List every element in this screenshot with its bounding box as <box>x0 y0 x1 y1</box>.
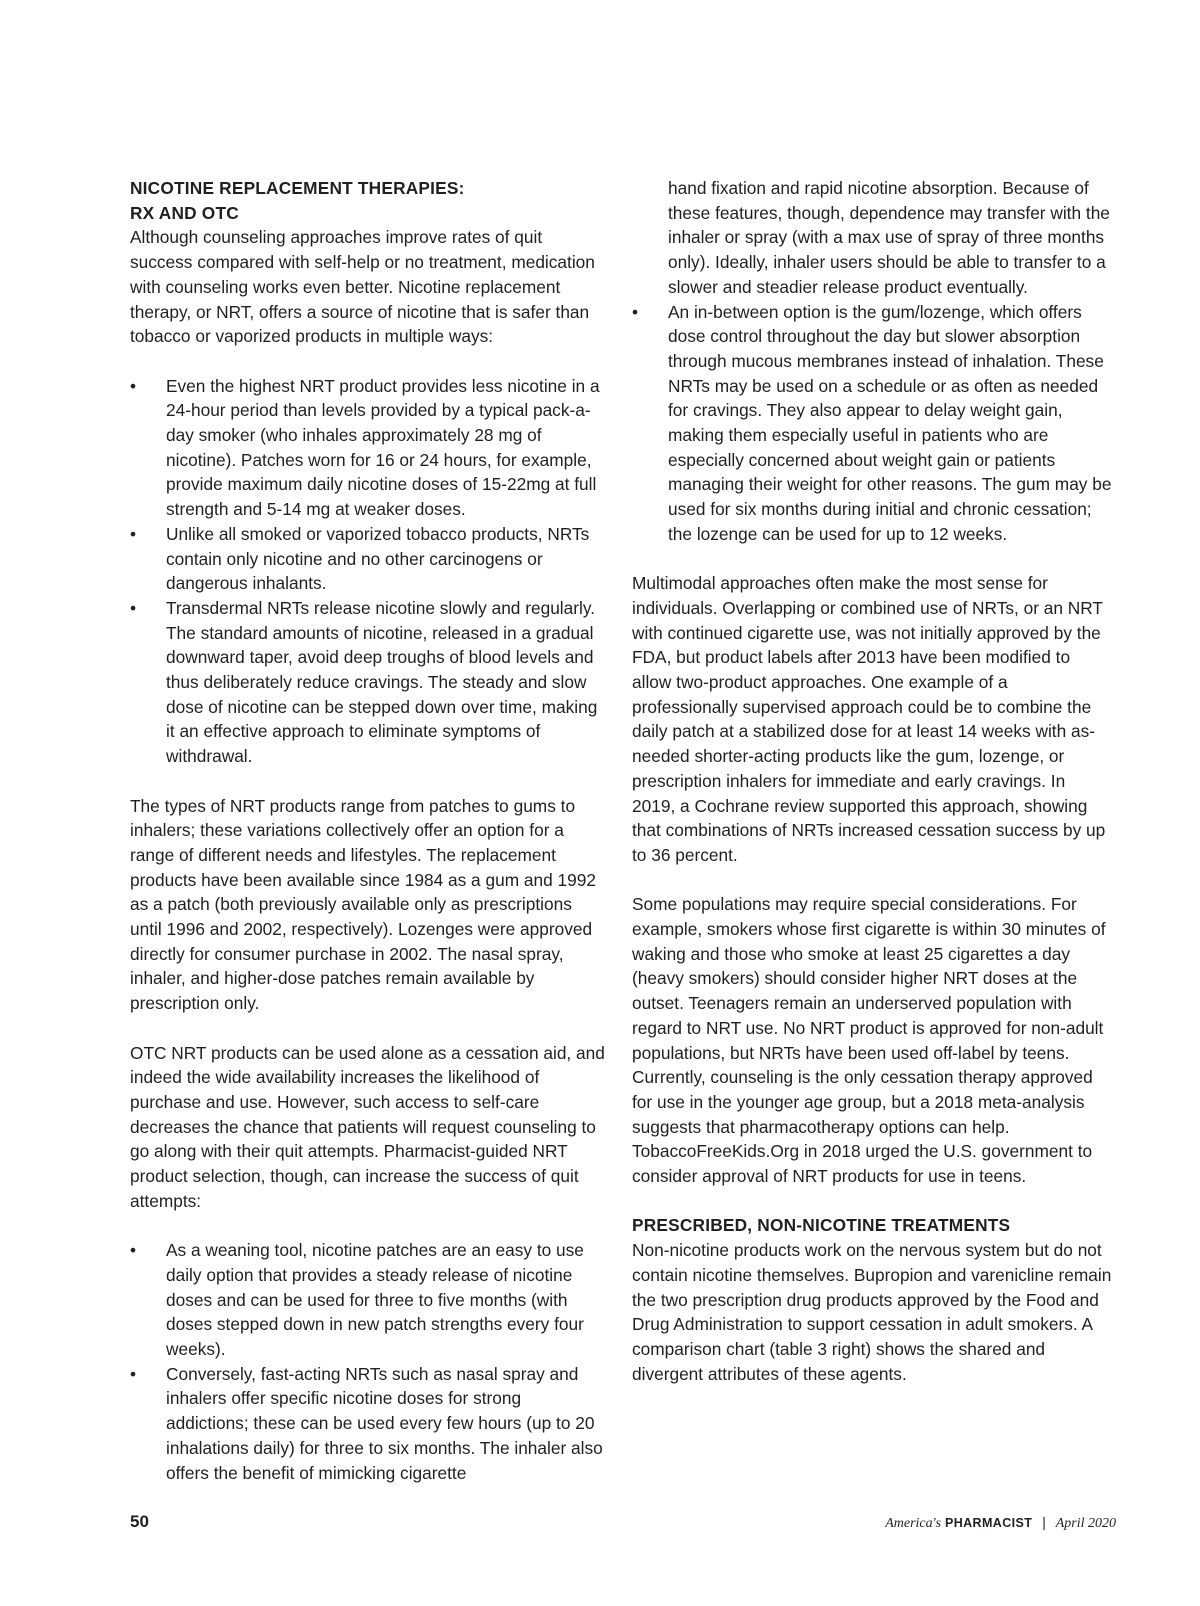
masthead-prefix: America's <box>885 1516 942 1531</box>
masthead-separator: | <box>1042 1514 1046 1530</box>
masthead-title: PHARMACIST <box>944 1516 1033 1530</box>
intro-paragraph: Although counseling approaches improve rates of quit success compared with self-help or no treatment, medication with counseling works even better. Nicotine replacement therapy, or NRT, offers a source of nicotine that is safer than tobacco or vaporized products in multiple ways: <box>130 227 595 347</box>
multimodal-paragraph: Multimodal approaches often make the most sense for individuals. Overlapping or combined use of NRTs, or an NRT with continued cigarette use, was not initially approved by the FDA, but product labels after 2013 have been modified to allow two-product approaches. One example of a professionally supervised approach could be to combine the daily patch at a stabilized dose for at least 14 weeks with as-needed shorter-acting products like the gum, lozenge, or prescription inhalers for immediate and early cravings. In 2019, a Cochrane review supported this approach, showing that combinations of NRTs increased cessation success by up to 36 percent. <box>632 573 1106 865</box>
page-number: 50 <box>130 1512 149 1531</box>
pharmacist-guided-list-continued <box>632 176 1112 547</box>
pharmacist-guided-list <box>130 1238 608 1485</box>
special-populations-paragraph: Some populations may require special considerations. For example, smokers whose first cigarette is within 30 minutes of waking and those who smoke at least 25 cigarettes a day (heavy smokers) should consider higher NRT doses at the outset. Teenagers remain an underserved population with regard to NRT use. No NRT product is approved for non-adult populations, but NRTs have been used off-label by teens. Currently, counseling is the only cessation therapy approved for use in the younger age group, but a 2018 meta-analysis suggests that pharmacotherapy options can help. TobaccoFreeKids.Org in 2018 urged the U.S. government to consider approval of NRT products for use in teens. <box>632 894 1106 1187</box>
otc-nrt-paragraph: OTC NRT products can be used alone as a cessation aid, and indeed the wide availability increases the likelihood of purchase and use. However, such access to self-care decreases the chance that patients will request counseling to go along with their quit attempts. Pharmacist-guided NRT product selection, though, can increase the success of quit attempts: <box>130 1042 605 1211</box>
list-item: • Unlike all smoked or vaporized tobacco products, NRTs contain only nicotine and no other carcinogens or dangerous inhalants. <box>130 523 590 594</box>
right-column <box>632 176 1112 1386</box>
list-item: • An in-between option is the gum/lozenge, which offers dose control throughout the day but slower absorption through mucous membranes instead of inhalation. These NRTs may be used on a schedule or as often as needed for cravings. They also appear to delay weight gain, making them especially useful in patients who are especially concerned about weight gain or patients managing their weight for other reasons. The gum may be used for six months during initial and chronic cessation; the lozenge can be used for up to 12 weeks. <box>632 301 1112 544</box>
list-item: • Transdermal NRTs release nicotine slowly and regularly. The standard amounts of nicotine, released in a gradual downward taper, avoid deep troughs of blood levels and thus deliberately reduce cravings. The steady and slow dose of nicotine can be stepped down over time, making it an effective approach to eliminate symptoms of withdrawal. <box>130 597 598 767</box>
issue-date: April 2020 <box>1055 1516 1116 1531</box>
list-item: • As a weaning tool, nicotine patches are an easy to use daily option that provides a steady release of nicotine doses and can be used for three to five months (with doses stepped down in new patch strengths every four weeks). <box>130 1240 584 1359</box>
page-footer <box>130 1512 1116 1536</box>
nrt-types-paragraph: The types of NRT products range from patches to gums to inhalers; these variations collectively offer an option for a range of different needs and lifestyles. The replacement products have been available since 1984 as a gum and 1992 as a patch (both previously available only as prescriptions until 1996 and 2002, respectively). Lozenges were approved directly for consumer purchase in 2002. The nasal spray, inhaler, and higher-dose patches remain available by prescription only. <box>130 795 596 1014</box>
nrt-benefits-list <box>130 374 608 769</box>
section-heading-non-nicotine: PRESCRIBED, NON-NICOTINE TREATMENTS <box>632 1215 1011 1236</box>
non-nicotine-paragraph: Non-nicotine products work on the nervous system but do not contain nicotine themselves. Bupropion and varenicline remain the two prescription drug products approved by the Food and Drug Administration to support cessation in adult smokers. A comparison chart (table 3 right) shows the shared and divergent attributes of these agents. <box>632 1240 1112 1384</box>
section-heading-nrt: NICOTINE REPLACEMENT THERAPIES: RX AND OTC <box>130 178 465 223</box>
masthead <box>885 1514 1116 1532</box>
list-item: • Even the highest NRT product provides less nicotine in a 24-hour period than levels provided by a typical pack-a-day smoker (who inhales approximately 28 mg of nicotine). Patches worn for 16 or 24 hours, for example, provide maximum daily nicotine doses of 15-22mg at full strength and 5-14 mg at weaker doses. <box>130 375 600 520</box>
left-column <box>130 176 608 1485</box>
list-item: • Conversely, fast-acting NRTs such as nasal spray and inhalers offer specific nicotine doses for strong addictions; these can be used every few hours (up to 20 inhalations daily) for three to six months. The inhaler also offers the benefit of mimicking cigarette <box>130 1363 603 1483</box>
list-item: hand fixation and rapid nicotine absorption. Because of these features, though, dependence may transfer with the inhaler or spray (with a max use of spray of three months only). Ideally, inhaler users should be able to transfer to a slower and steadier release product eventually. <box>668 178 1110 297</box>
